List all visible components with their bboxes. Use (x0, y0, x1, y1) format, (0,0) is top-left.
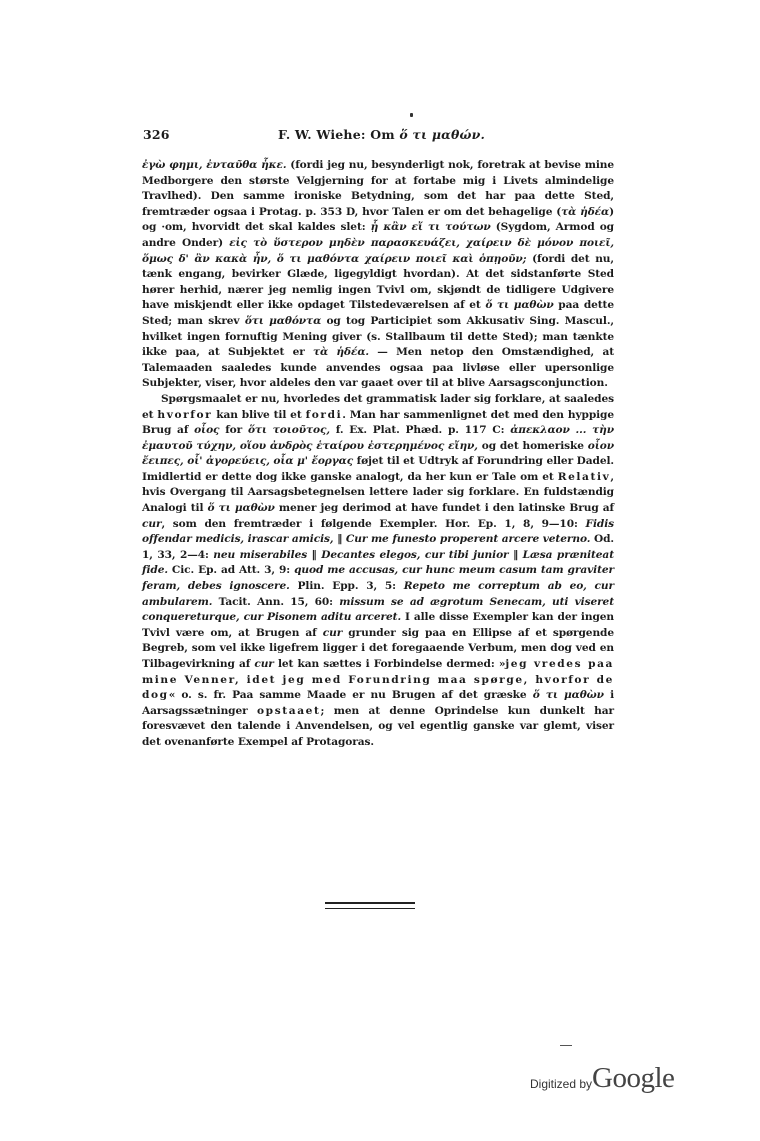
text-run: I alle disse Exempler kan der ingen Tvivl være om, at Brugen af (142, 611, 614, 639)
greek-phrase: ἐγὼ φημι, ἐνταῦθα ἧκε. (142, 159, 287, 171)
text-run: Od. 1, 33, 2—4: (142, 533, 614, 561)
latin-phrase: quod me accusas, cur hunc meum casum tam graviter feram, debes ignoscere. (142, 564, 614, 593)
text-run: Plin. Epp. 3, 5: (289, 580, 404, 593)
running-title-author: F. W. Wiehe: Om (278, 127, 395, 142)
spaced-word: hvorfor (157, 408, 213, 421)
body-text (142, 158, 614, 751)
text-run: let kan sættes i Forbindelse dermed: » (273, 658, 506, 670)
paragraph-1 (142, 158, 614, 392)
end-rule (325, 902, 415, 909)
text-run: og det homeriske (477, 439, 588, 452)
text-run: (fordi jeg nu, besynderligt nok, foretrak at bevise mine Medborgere den største Velgjerning for at fortabe mig i Livets almindelige Travlhed). Den samme ironiske Betydning, som det har paa dette Sted, fremtræder ogsaa i Protag. p. 353 D, hvor Talen er om det behagelige ( (142, 159, 614, 218)
latin-phrase: Repeto me correptum ab eo, cur ambularem. (142, 580, 614, 608)
running-title (278, 127, 485, 142)
latin-phrase: Fidis offendar medicis, irascar amicis, ‖ Cur me funesto properent arcere veterno. (142, 517, 614, 546)
text-run: — Men netop den Omstændighed, at Talemaaden saaledes kunde anvendes ogsaa paa livløse eller upersonlige Subjekter, viser, hvor aldeles den var gaaet over til at blive Aarsagsconjunction. (142, 346, 615, 390)
text-run: , som den fremtræder i følgende Exempler. Hor. Ep. 1, 8, 9—10: (161, 517, 586, 530)
text-run: (Sygdom, Armod og andre Onder) (142, 221, 614, 249)
spaced-word: fordi (305, 408, 343, 421)
latin-phrase: cur (322, 626, 343, 639)
greek-phrase: τὰ ἡδέα (561, 205, 610, 218)
greek-phrase: ὅτι τοιοῦτος, (247, 424, 330, 437)
text-run: og tog Participiet som Akkusativ Sing. Mascul., hvilket ingen fornuftig Mening giver (s. Stallbaum til dette Sted); man tænkte ikke paa, at Subjektet er (142, 314, 614, 359)
page-number: 326 (143, 127, 170, 142)
ink-speck (410, 113, 413, 117)
text-run: Cic. Ep. ad Att. 3, 9: (167, 564, 295, 577)
greek-phrase: οἷος (194, 424, 220, 437)
text-run: paa dette Sted; man skrev (142, 299, 614, 327)
greek-phrase: ἀπεκλαον ... τὴν ἐμαυτοῦ τύχην, οἵου ἀνδρὸς ἑταίρου ἐστερημένος εἴην, (142, 424, 614, 452)
text-run: føjet til et Udtryk af Forundring eller Dadel. Imidlertid er dette dog ikke ganske analogt, da her kun er Tale om et (142, 455, 614, 483)
spaced-word: opstaaet (257, 704, 321, 717)
text-run: , hvis Overgang til Aarsagsbetegnelsen lettere lader sig forklare. En fuldstændig Analogi til (142, 470, 614, 515)
paragraph-2 (142, 392, 614, 751)
text-run: f. Ex. Plat. Phæd. p. 117 C: (329, 424, 511, 437)
spaced-word: Relativ (557, 470, 611, 483)
text-run: « o. s. fr. Paa samme Maade er nu Brugen af det græske (168, 689, 533, 702)
spaced-phrase: jeg vredes paa mine Venner, idet jeg med Forundring maa spørge, hvorfor de dog (142, 658, 615, 702)
greek-phrase: ὅ τι μαθὼν (207, 502, 275, 515)
latin-phrase: missum se ad ægrotum Senecam, uti viseret conquereturque, cur Pisonem aditu arceret. (142, 595, 614, 624)
text-run: kan blive til et (212, 408, 306, 421)
greek-phrase: οἷον ἔειπες, οἷ' ἀγορεύεις, οἷα μ' ἔοργας (142, 439, 614, 468)
greek-phrase: εἰς τὸ ὕστερον μηδὲν παρασκευάζει, χαίρειν δὲ μόνον ποιεῖ, ὅμως δ' ἂν κακὰ ἦν, ὅ τι μαθόντα χαίρειν ποιεῖ καὶ ὁπῃοῦν; (142, 236, 614, 265)
text-run: i Aarsagssætninger (142, 689, 615, 717)
digitized-label: Digitized by (530, 1077, 593, 1091)
text-run: ; men at denne Oprindelse kun dunkelt har foresvævet den talende i Anvendelsen, og vel egentlig ganske var glemt, viser det ovenanførte Exempel af Protagoras. (142, 704, 614, 748)
text-run: Spørgsmaalet er nu, hvorledes det grammatisk lader sig forklare, at saaledes et (142, 392, 614, 421)
latin-phrase: cur (142, 517, 162, 530)
latin-phrase: neu miserabiles ‖ Decantes elegos, cur tibi junior ‖ Læsa præniteat fide. (142, 548, 614, 577)
latin-phrase: cur (254, 658, 274, 670)
greek-phrase: ὅτι μαθόντα (244, 314, 322, 327)
google-logo: Google (592, 1062, 675, 1094)
running-header (143, 127, 613, 147)
greek-phrase: ὅ τι μαθὼν (532, 689, 604, 702)
text-run: (fordi det nu, tænk engang, bevirker Glæde, ligegyldigt hvordan). At det sidstanførte Sted hører herhid, nærer jeg nemlig ingen Tvivl om, skjøndt de tidligere Udgivere have miskjendt eller ikke opdaget Tilstedeværelsen af et (142, 252, 614, 312)
text-run: . Man har sammenlignet det med den hyppige Brug af (142, 408, 614, 437)
ink-mark (560, 1045, 572, 1046)
text-run: ) og ·om, hvorvidt det skal kaldes slet: (142, 205, 614, 234)
text-run: for (219, 424, 248, 437)
greek-phrase: τὰ ἡδέα. (313, 346, 369, 359)
text-run: Tacit. Ann. 15, 60: (212, 595, 340, 608)
text-run: grunder sig paa en Ellipse af et spørgende Begreb, som vel ikke ligefrem ligger i det foregaaende Verbum, men dog ved en Tilbagevirkning af (142, 626, 614, 670)
running-title-greek: ὅ τι μαθών. (399, 127, 486, 142)
digitized-by-google (530, 1064, 690, 1100)
text-run: mener jeg derimod at have fundet i den latinske Brug af (274, 502, 614, 515)
greek-phrase: ᾗ κἂν εἴ τι τούτων (370, 221, 491, 234)
greek-phrase: ὅ τι μαθὼν (485, 299, 554, 312)
